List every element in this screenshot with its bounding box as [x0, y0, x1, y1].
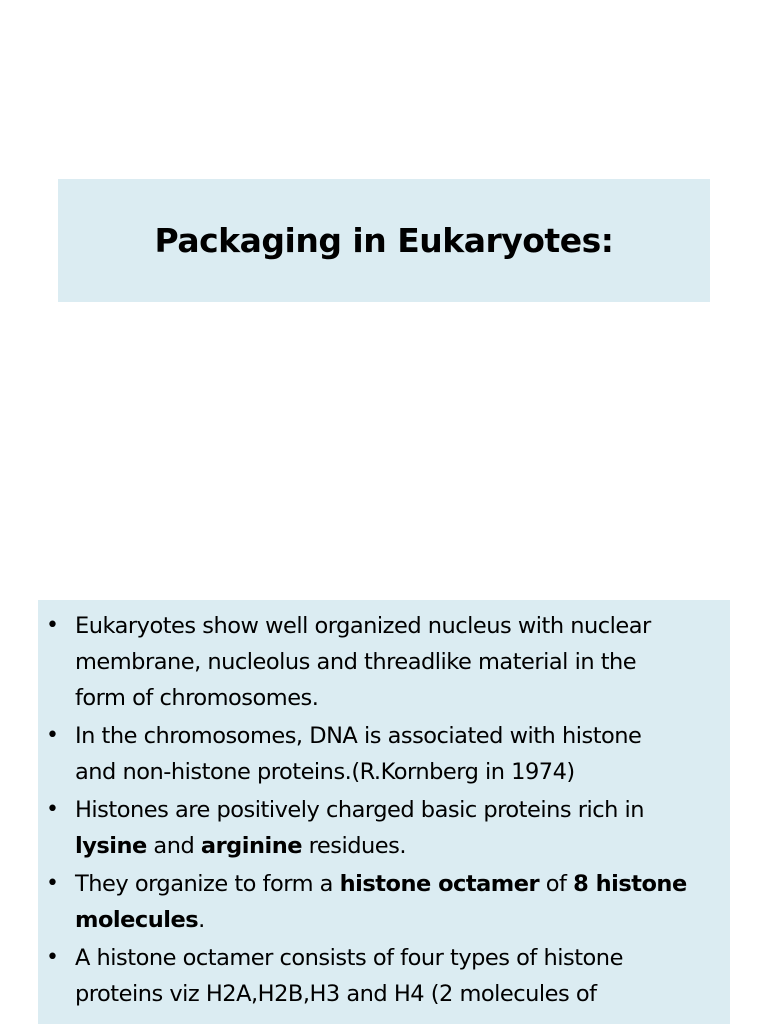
bold-term: lysine: [75, 833, 147, 859]
bullet-text-line: A histone octamer consists of four types of histone: [75, 945, 623, 971]
bullet-text-line: and non-histone proteins.(R.Kornberg in 1974): [75, 759, 575, 785]
bold-term: 8 histone: [573, 871, 687, 897]
bullet-text-line: Histones are positively charged basic proteins rich in: [75, 797, 645, 823]
bullet-icon: •: [46, 945, 59, 970]
slide-title: Packaging in Eukaryotes:: [154, 221, 614, 260]
bullet-item: [38, 718, 722, 790]
text-span: .: [198, 907, 205, 933]
bullet-item: [38, 866, 722, 938]
bullet-list: [38, 600, 730, 1012]
bullet-text-line: membrane, nucleolus and threadlike material in the: [75, 649, 637, 675]
text-span: residues.: [302, 833, 406, 859]
bullet-icon: •: [46, 871, 59, 896]
title-panel: [58, 179, 710, 302]
bold-term: molecules: [75, 907, 199, 933]
bullet-text-line: [75, 828, 722, 864]
bullet-text-line: [75, 902, 722, 938]
text-span: of: [539, 871, 574, 897]
content-panel: [38, 600, 730, 1024]
bullet-text-line: [75, 866, 722, 902]
bullet-text-line: proteins viz H2A,H2B,H3 and H4 (2 molecules of: [75, 981, 597, 1007]
bullet-item: [38, 792, 722, 864]
bullet-text-line: form of chromosomes.: [75, 685, 319, 711]
bullet-icon: •: [46, 797, 59, 822]
bullet-item: [38, 940, 722, 1012]
bullet-text-line: In the chromosomes, DNA is associated with histone: [75, 723, 642, 749]
bullet-icon: •: [46, 613, 59, 638]
text-span: They organize to form a: [75, 871, 340, 897]
bullet-text-line: Eukaryotes show well organized nucleus with nuclear: [75, 613, 651, 639]
bold-term: histone octamer: [339, 871, 540, 897]
bold-term: arginine: [200, 833, 303, 859]
bullet-item: [38, 608, 722, 716]
bullet-icon: •: [46, 723, 59, 748]
text-span: and: [146, 833, 201, 859]
